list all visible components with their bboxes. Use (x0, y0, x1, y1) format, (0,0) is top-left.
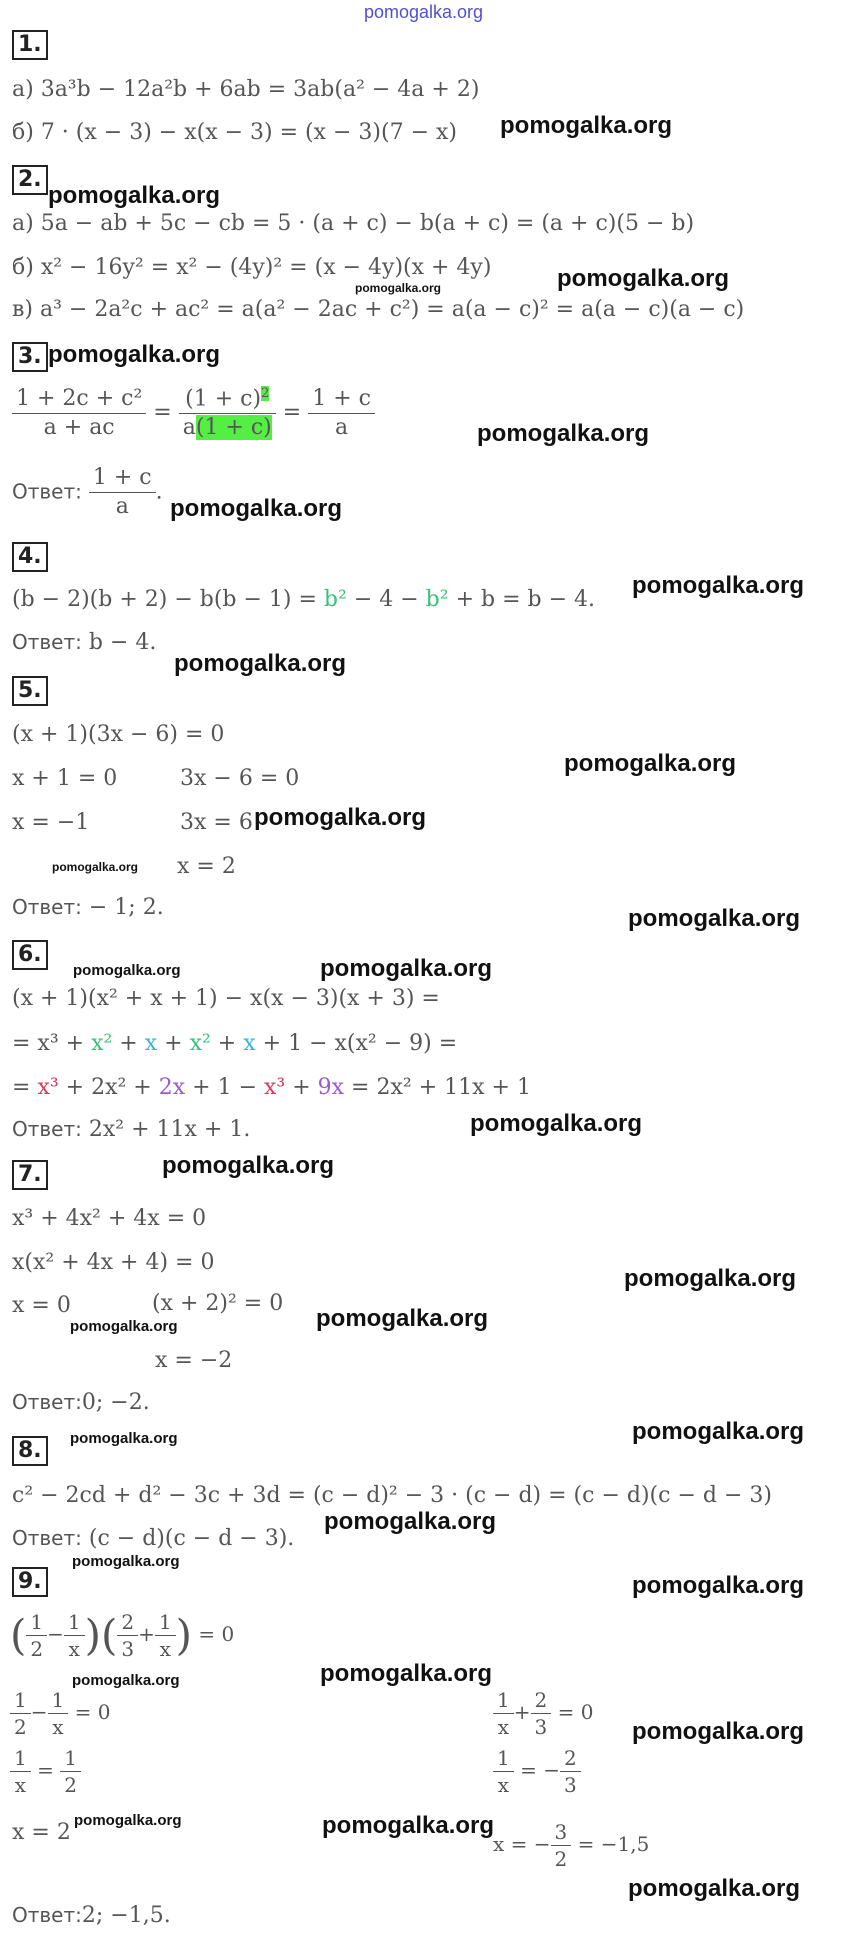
task7-line4b: x = −2 (155, 1348, 233, 1373)
watermark: pomogalka.org (162, 1152, 335, 1179)
task6-line3: = x³ + 2x² + 2x + 1 − x³ + 9x = 2x² + 11x + 1 (12, 1075, 531, 1100)
watermark-small: pomogalka.org (52, 860, 139, 874)
task2-line-a: а) 5a − ab + 5c − cb = 5 · (a + c) − b(a + c) = (a + c)(5 − b) (12, 211, 695, 236)
watermark: pomogalka.org (477, 420, 650, 447)
task-number-7: 7. (12, 1160, 48, 1190)
task2-line-b: б) x² − 16y² = x² − (4y)² = (x − 4y)(x + 4y) (12, 255, 492, 280)
task7-answer: Ответ:0; −2. (12, 1390, 150, 1415)
fraction: $\frac{1 + c}{a}$ (89, 467, 156, 518)
task1-line-a: а) 3a³b − 12a²b + 6ab = 3ab(a² − 4a + 2) (12, 77, 480, 102)
task3-expression: $\frac{\text{1 + 2c + c²}}{a + ac}$ = $\frac{(1 + c)^2}{a(1 + c)}$ = $\frac{1 + c}{a}$ (12, 387, 375, 439)
task7-line1: x³ + 4x² + 4x = 0 (12, 1206, 207, 1231)
task-number-2: 2. (12, 165, 48, 195)
task5-line2a: x + 1 = 0 (12, 766, 118, 791)
task7-line3b: (x + 2)² = 0 (152, 1291, 284, 1316)
watermark: pomogalka.org (500, 112, 673, 139)
task5-line1: (x + 1)(3x − 6) = 0 (12, 722, 225, 747)
task2-line-c: в) a³ − 2a²c + ac² = a(a² − 2ac + c²) = a(a − c)² = a(a − c)(a − c) (12, 297, 745, 322)
task9-left-line1: $\frac{1}{2}$ − $\frac{1}{x}$ = 0 (10, 1690, 110, 1737)
fraction: $\frac{(1 + c)^2}{a(1 + c)}$ (179, 387, 276, 439)
task4-line: (b − 2)(b + 2) − b(b − 1) = b² − 4 − b² + b = b − 4. (12, 587, 595, 612)
task9-left-line2: $\frac{1}{x}$ = $\frac{1}{2}$ (10, 1748, 81, 1795)
task9-right-line2: $\frac{1}{x}$ = − $\frac{2}{3}$ (493, 1748, 581, 1795)
task9-right-line3: x = − $\frac{3}{2}$ = −1,5 (493, 1820, 650, 1871)
watermark: pomogalka.org (628, 905, 801, 932)
task6-line1: (x + 1)(x² + x + 1) − x(x − 3)(x + 3) = (12, 986, 440, 1011)
task-number-5: 5. (12, 676, 48, 706)
task5-line2b: 3x − 6 = 0 (180, 766, 300, 791)
task5-answer: Ответ: − 1; 2. (12, 895, 164, 920)
watermark: pomogalka.org (632, 1572, 805, 1599)
task-number-4: 4. (12, 542, 48, 572)
task5-line3a: x = −1 (12, 810, 90, 835)
task6-line2: = x³ + x² + x + x² + x + 1 − x(x² − 9) = (12, 1031, 458, 1056)
fraction: $\frac{\text{1 + 2c + c²}}{a + ac}$ (12, 388, 146, 439)
task7-line2: x(x² + 4x + 4) = 0 (12, 1250, 215, 1275)
task4-answer: Ответ: b − 4. (12, 630, 157, 655)
watermark-small: pomogalka.org (74, 1812, 182, 1829)
task5-line3b: 3x = 6 (180, 810, 253, 835)
task-number-3: 3. (12, 342, 48, 372)
watermark: pomogalka.org (632, 572, 805, 599)
watermark: pomogalka.org (48, 182, 221, 209)
watermark: pomogalka.org (624, 1265, 797, 1292)
watermark: pomogalka.org (316, 1305, 489, 1332)
task5-line4b: x = 2 (177, 854, 236, 879)
task9-answer: Ответ:2; −1,5. (12, 1903, 171, 1928)
watermark: pomogalka.org (557, 265, 730, 292)
answer-label: Ответ: (12, 479, 82, 504)
task-number-8: 8. (12, 1436, 48, 1466)
task8-line1: c² − 2cd + d² − 3c + 3d = (c − d)² − 3 · (c − d) = (c − d)(c − d − 3) (12, 1483, 772, 1508)
watermark: pomogalka.org (170, 495, 343, 522)
watermark: pomogalka.org (564, 750, 737, 777)
watermark: pomogalka.org (470, 1110, 643, 1137)
task6-answer: Ответ: 2x² + 11x + 1. (12, 1117, 251, 1142)
watermark: pomogalka.org (322, 1812, 495, 1839)
task-number-6: 6. (12, 940, 48, 970)
watermark: pomogalka.org (628, 1875, 801, 1902)
watermark-small: pomogalka.org (72, 1672, 180, 1689)
task9-right-line1: $\frac{1}{x}$ + $\frac{2}{3}$ = 0 (493, 1690, 593, 1737)
task3-answer: Ответ: $\frac{1 + c}{a}$ . (12, 465, 163, 519)
task-number-9: 9. (12, 1567, 48, 1597)
watermark: pomogalka.org (320, 1660, 493, 1687)
watermark: pomogalka.org (632, 1418, 805, 1445)
task9-left-line3: x = 2 (12, 1820, 71, 1845)
watermark-small: pomogalka.org (355, 281, 442, 295)
watermark-small: pomogalka.org (73, 962, 181, 979)
task7-line3a: x = 0 (12, 1293, 71, 1318)
watermark: pomogalka.org (320, 955, 493, 982)
task9-line1: ( $\frac{1}{2}$ − $\frac{1}{x}$ )( $\frac{2}{3}$ + $\frac{1}{x}$ ) = 0 (10, 1610, 235, 1661)
watermark: pomogalka.org (48, 341, 221, 368)
watermark-small: pomogalka.org (70, 1318, 178, 1335)
fraction: $\frac{1 + c}{a}$ (308, 388, 375, 439)
task8-answer: Ответ: (c − d)(c − d − 3). (12, 1526, 295, 1551)
watermark: pomogalka.org (324, 1508, 497, 1535)
watermark: pomogalka.org (632, 1718, 805, 1745)
task1-line-b: б) 7 · (x − 3) − x(x − 3) = (x − 3)(7 − x) (12, 120, 458, 145)
task-number-1: 1. (12, 30, 48, 60)
site-header[interactable]: pomogalka.org (363, 2, 484, 22)
watermark-small: pomogalka.org (72, 1553, 180, 1570)
watermark-small: pomogalka.org (70, 1430, 178, 1447)
watermark: pomogalka.org (254, 804, 427, 831)
watermark: pomogalka.org (174, 650, 347, 677)
